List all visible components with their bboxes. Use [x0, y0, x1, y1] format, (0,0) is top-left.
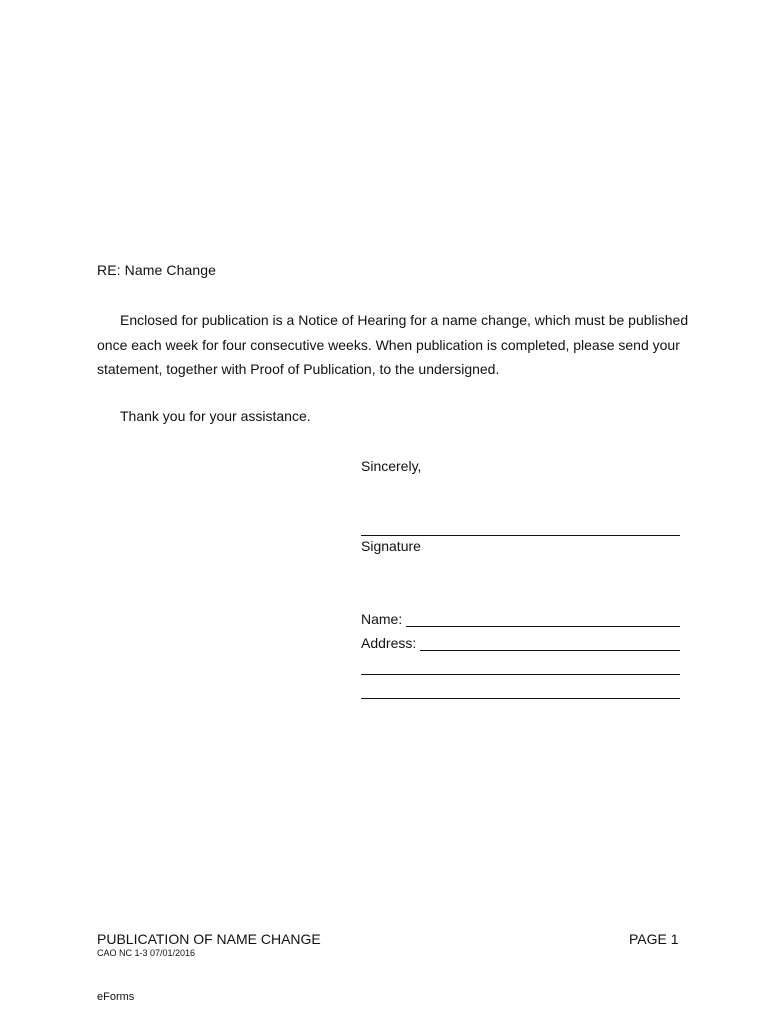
signature-field[interactable] [361, 535, 680, 536]
form-code: CAO NC 1-3 07/01/2016 [97, 948, 196, 958]
closing-line: Sincerely, [361, 458, 422, 474]
form-title: PUBLICATION OF NAME CHANGE [97, 931, 321, 947]
address-row [361, 633, 680, 651]
name-row [361, 609, 680, 627]
subject-line: RE: Name Change [97, 262, 217, 278]
address-label: Address: [361, 635, 417, 651]
signature-label: Signature [361, 538, 421, 554]
address-field-line-2[interactable] [361, 674, 680, 675]
brand-label: eForms [97, 991, 135, 1003]
address-field[interactable] [420, 636, 680, 651]
body-paragraph: Enclosed for publication is a Notice of Hearing for a name change, which must be published once each week for four consecutive weeks. When publication is completed, please send your statement, together with Proof of Publication, to the undersigned. [97, 312, 689, 377]
page-number: PAGE 1 [629, 931, 679, 947]
address-field-line-3[interactable] [361, 698, 680, 699]
thanks-line: Thank you for your assistance. [120, 408, 311, 424]
name-label: Name: [361, 611, 403, 627]
name-field[interactable] [406, 612, 680, 627]
